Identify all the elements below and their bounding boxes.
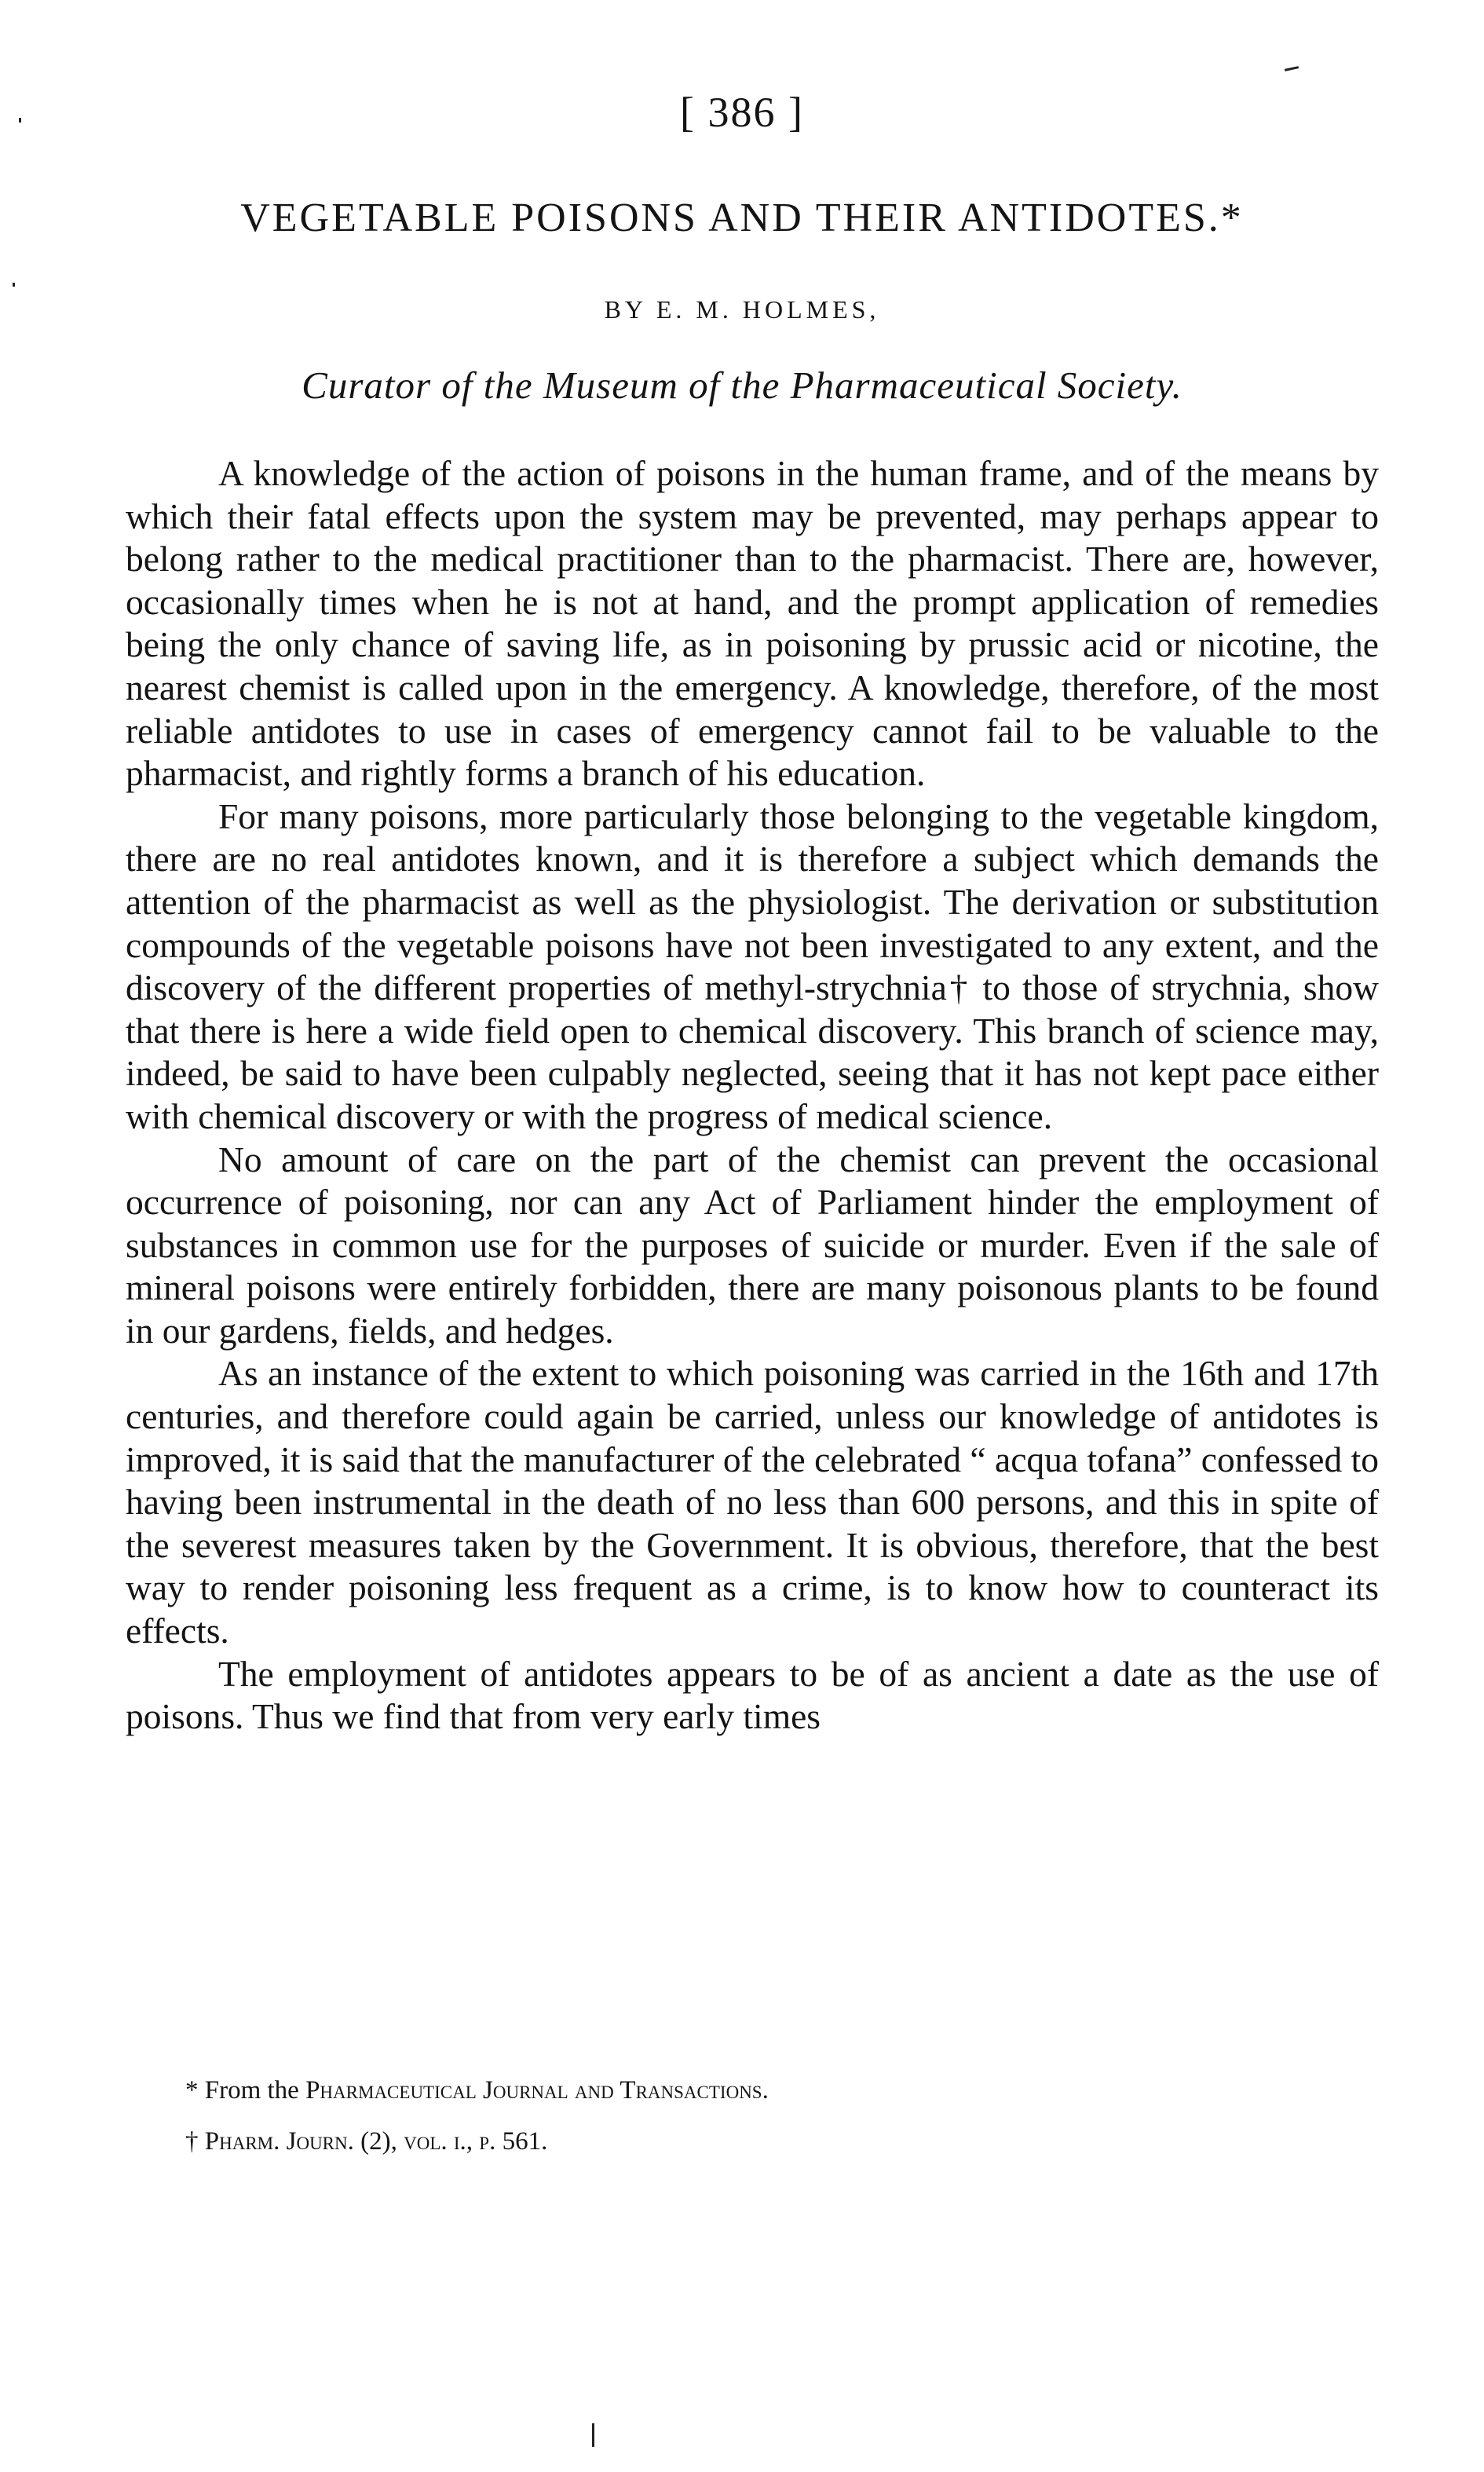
footnotes	[185, 2076, 1363, 2178]
footnote-1-source: Pharmaceutical Journal and Transactions.	[305, 2076, 769, 2104]
scan-speck	[1285, 66, 1299, 71]
scan-speck	[592, 2423, 594, 2447]
article-title: VEGETABLE POISONS AND THEIR ANTIDOTES.*	[240, 196, 1244, 240]
page-number: [ 386 ]	[680, 89, 804, 136]
footnote-2-source: Pharm. Journ. (2), vol. i., p. 561.	[204, 2127, 548, 2156]
scan-speck	[19, 118, 21, 123]
author-byline: BY E. M. HOLMES,	[604, 295, 880, 324]
scan-speck	[13, 283, 15, 287]
paragraph-3: No amount of care on the part of the chemist can prevent the occasional occurrence of poisoning, nor can any Act of Parliament hinder the employment of substances in common use for the purposes of suicide or murder. Even if the sale of mineral poisons were entirely forbidden, there are many poisonous plants to be found in our gardens, fields, and hedges.	[126, 1139, 1379, 1351]
paragraph-2: For many poisons, more particularly those belonging to the vegetable kingdom, there are no real antidotes known, and it is therefore a subject which demands the attention of the pharmacist as well as the physiologist. The derivation or substitution compounds of the vegetable poisons have not been investigated to any extent, and the discovery of the different properties of methyl-strychnia† to those of strychnia, show that there is here a wide field open to chemical discovery. This branch of science may, indeed, be said to have been culpably neglected, seeing that it has not kept pace either with chemical discovery or with the progress of medical science.	[126, 795, 1379, 1136]
footnote-1-mark: *	[185, 2076, 199, 2104]
footnote-2-mark: †	[185, 2127, 199, 2156]
paragraph-4: As an instance of the extent to which poisoning was carried in the 16th and 17th centuries, and therefore could again be carried, unless our knowledge of antidotes is improved, it is said that the manufacturer of the celebrated “ acqua tofana” confessed to having been instrumental in the death of no less than 600 persons, and this in spite of the severest measures taken by the Government. It is obvious, therefore, that the best way to render poisoning less frequent as a crime, is to know how to counteract its effects.	[126, 1353, 1379, 1651]
footnote-1	[185, 2076, 1363, 2105]
footnote-1-prefix: From the	[204, 2076, 306, 2104]
footnote-2	[185, 2127, 1363, 2156]
article-body	[126, 452, 1379, 1739]
paragraph-1: A knowledge of the action of poisons in the human frame, and of the means by which their fatal effects upon the system may be prevented, may perhaps appear to belong rather to the medical practitioner than to the pharmacist. There are, however, occasionally times when he is not at hand, and the prompt application of remedies being the only chance of saving life, as in poisoning by prussic acid or nicotine, the nearest chemist is called upon in the emergency. A knowledge, therefore, of the most reliable antidotes to use in cases of emergency cannot fail to be valuable to the pharmacist, and rightly forms a branch of his education.	[126, 453, 1379, 794]
paragraph-5: The employment of antidotes appears to be of as ancient a date as the use of poisons. Thus we find that from very early times	[126, 1653, 1379, 1737]
author-affiliation: Curator of the Museum of the Pharmaceutical Society.	[302, 364, 1182, 407]
